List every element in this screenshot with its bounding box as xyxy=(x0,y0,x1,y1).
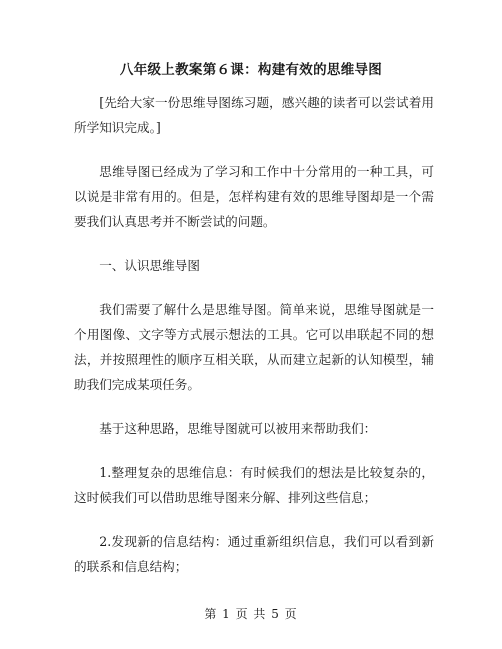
list-item-1: 1.整理复杂的思维信息：有时候我们的想法是比较复杂的，这时候我们可以借助思维导图来分解、排列这些信息； xyxy=(74,465,434,505)
list-item-2: 2.发现新的信息结构：通过重新组织信息，我们可以看到新的联系和信息结构； xyxy=(74,534,434,574)
usage-intro-paragraph: 基于这种思路，思维导图就可以被用来帮助我们： xyxy=(99,421,377,436)
page-number-footer: 第 1 页 共 5 页 xyxy=(204,607,298,621)
document-body xyxy=(74,90,434,598)
definition-paragraph: 我们需要了解什么是思维导图。简单来说，思维导图就是一个用图像、文字等方式展示想法的工具。它可以串联起不同的想法，并按照理性的顺序互相关联，从而建立起新的认知模型，辅助我们完成某项任务。 xyxy=(74,302,434,392)
section-heading: 一、认识思维导图 xyxy=(99,258,200,273)
document-title: 八年级上教案第６课：构建有效的思维导图 xyxy=(119,62,383,78)
overview-paragraph: 思维导图已经成为了学习和工作中十分常用的一种工具，可以说是非常有用的。但是，怎样构建有效的思维导图却是一个需要我们认真思考并不断尝试的问题。 xyxy=(74,164,434,229)
intro-note-paragraph: [先给大家一份思维导图练习题，感兴趣的读者可以尝试着用所学知识完成。] xyxy=(74,95,434,135)
